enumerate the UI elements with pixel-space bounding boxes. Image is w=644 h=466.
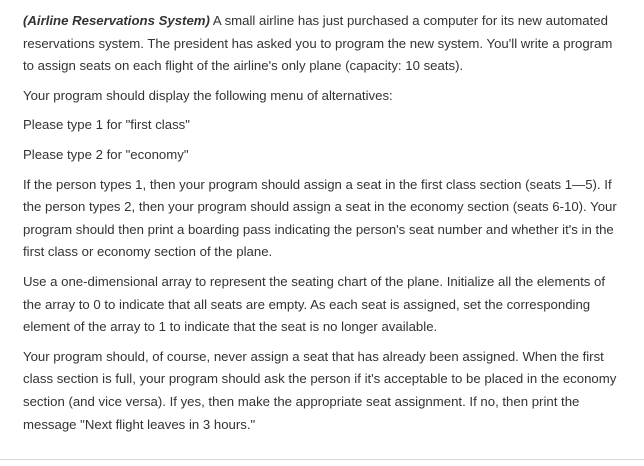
seat-assignment-paragraph: If the person types 1, then your program should assign a seat in the first class section (seats 1—5). If the person types 2, then your program should assign a seat in the economy section (seats 6-10). Your program should then print a boarding pass indicating the person's seat number and whether it's in the first class or economy section of the plane. bbox=[23, 176, 617, 260]
intro-paragraph bbox=[23, 10, 623, 78]
menu-option-economy: Please type 2 for "economy" bbox=[23, 146, 189, 162]
problem-heading: (Airline Reservations System) bbox=[23, 13, 210, 28]
bottom-divider bbox=[0, 459, 644, 460]
menu-option-first-class: Please type 1 for "first class" bbox=[23, 117, 190, 133]
full-section-paragraph: Your program should, of course, never assign a seat that has already been assigned. When the first class section is full, your program should ask the person if it's acceptable to be placed in the economy section (and vice versa). If yes, then make the appropriate seat assignment. If no, then print the message "Next flight leaves in 3 hours." bbox=[23, 348, 617, 432]
array-paragraph: Use a one-dimensional array to represent the seating chart of the plane. Initialize all the elements of the array to 0 to indicate that all seats are empty. As each seat is assigned, set the corresponding element of the array to 1 to indicate that the seat is no longer available. bbox=[23, 273, 606, 335]
problem-statement bbox=[23, 10, 623, 443]
intro-text: A small airline has just purchased a computer for its new automated reservations system. The president has asked you to program the new system. You'll write a program to assign seats on each flight of the airline's only plane (capacity: 10 seats). bbox=[23, 13, 613, 74]
menu-intro-paragraph: Your program should display the following menu of alternatives: bbox=[23, 87, 393, 103]
